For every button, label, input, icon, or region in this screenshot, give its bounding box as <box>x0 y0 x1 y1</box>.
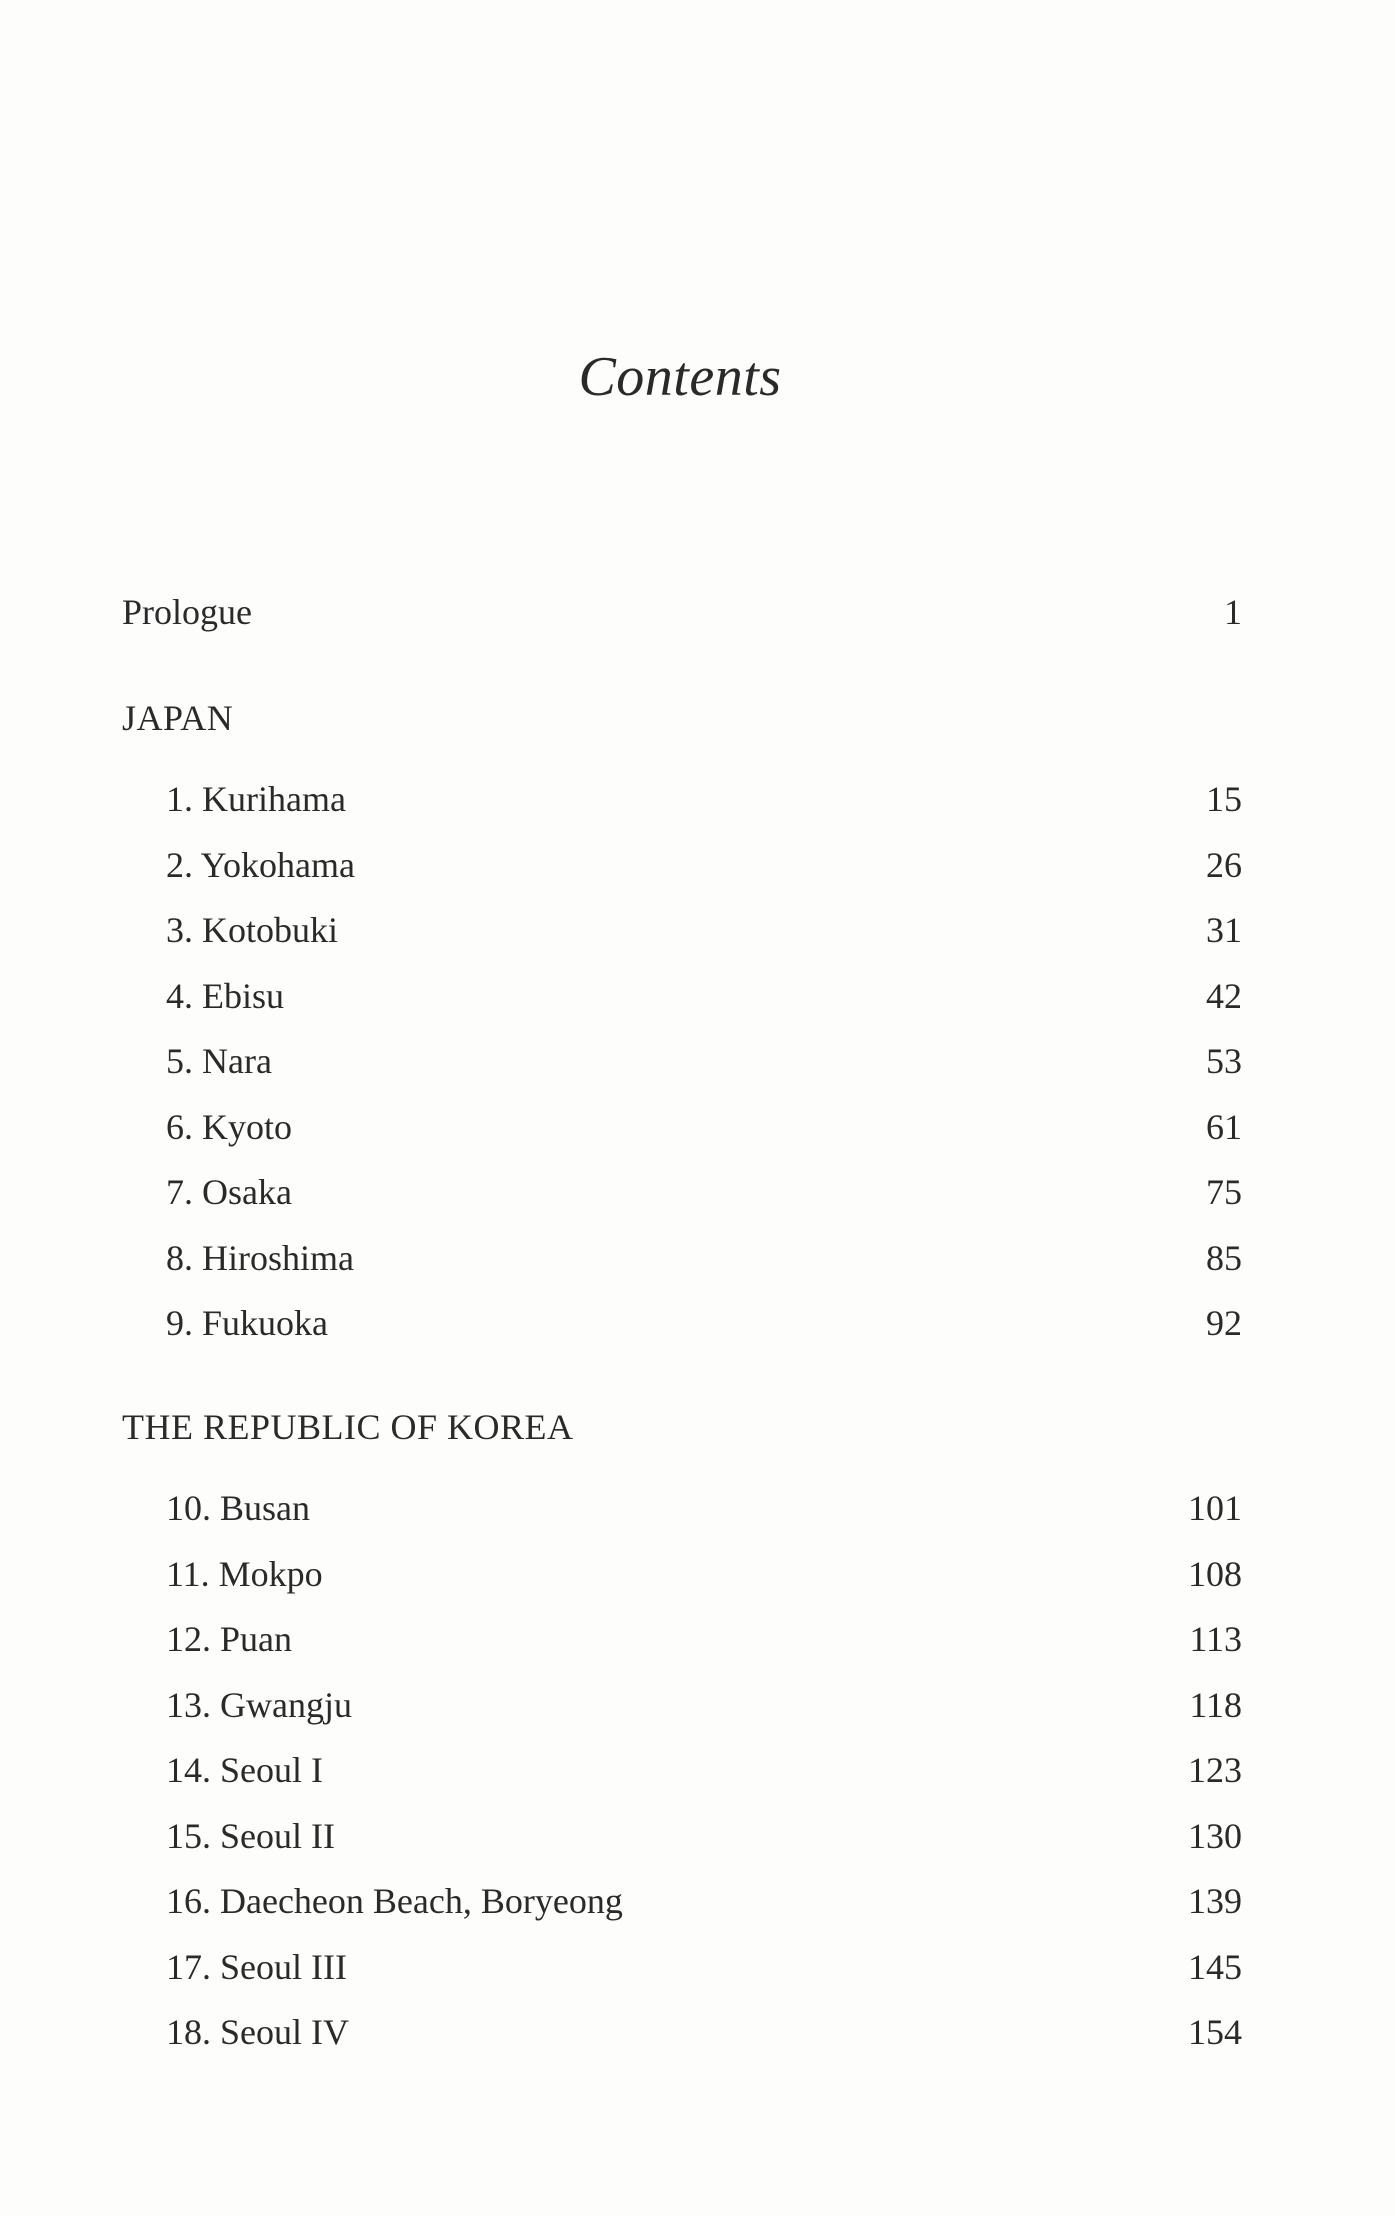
toc-entry-label: 17. Seoul III <box>166 1946 347 1987</box>
toc-entry-label: 12. Puan <box>166 1619 292 1659</box>
toc-entry-page: 75 <box>1206 1172 1242 1212</box>
toc-entry-page: 123 <box>1188 1750 1242 1790</box>
toc-row <box>122 1542 1242 1608</box>
toc-entry-label: 16. Daecheon Beach, Boryeong <box>166 1881 623 1921</box>
toc-entry-label: 3. Kotobuki <box>166 910 339 950</box>
toc-entry-label: 8. Hiroshima <box>166 1237 354 1278</box>
toc-entry-page: 1 <box>1224 592 1242 632</box>
toc-entry-page: 26 <box>1206 844 1242 885</box>
toc-entry-page: 118 <box>1189 1684 1242 1725</box>
toc-entry-page: 42 <box>1206 975 1242 1016</box>
page-title: Contents <box>578 346 782 408</box>
toc-row <box>122 2000 1242 2066</box>
toc-entry-page: 130 <box>1188 1815 1242 1856</box>
toc-row-prologue <box>122 580 1242 646</box>
toc-row <box>122 1476 1242 1542</box>
toc-entry-page: 92 <box>1206 1303 1242 1343</box>
toc-entry-page: 61 <box>1206 1106 1242 1147</box>
toc-entry-page: 139 <box>1188 1881 1242 1921</box>
toc-entry-label: 15. Seoul II <box>166 1815 335 1856</box>
table-of-contents <box>122 580 1242 2066</box>
toc-entry-label: 9. Fukuoka <box>166 1303 328 1343</box>
toc-entry-page: 101 <box>1188 1488 1242 1528</box>
toc-row <box>122 898 1242 964</box>
toc-entry-label: 10. Busan <box>166 1488 310 1528</box>
toc-row <box>122 1160 1242 1226</box>
toc-row <box>122 964 1242 1030</box>
toc-entry-page: 85 <box>1206 1237 1242 1278</box>
toc-row <box>122 1804 1242 1870</box>
toc-row <box>122 1673 1242 1739</box>
toc-entry-label: 11. Mokpo <box>166 1553 323 1594</box>
toc-entry-label: 1. Kurihama <box>166 779 346 819</box>
toc-entry-label: 14. Seoul I <box>166 1750 323 1790</box>
toc-entry-label: 5. Nara <box>166 1041 272 1081</box>
toc-entry-label: 18. Seoul IV <box>166 2012 349 2052</box>
toc-entry-page: 154 <box>1188 2012 1242 2052</box>
toc-row <box>122 1738 1242 1804</box>
toc-entry-label: 4. Ebisu <box>166 975 285 1016</box>
toc-row <box>122 833 1242 899</box>
toc-row <box>122 1869 1242 1935</box>
toc-entry-label: 13. Gwangju <box>166 1684 352 1725</box>
toc-row <box>122 1935 1242 2001</box>
toc-row <box>122 1226 1242 1292</box>
toc-entry-page: 53 <box>1206 1041 1242 1081</box>
toc-entry-label: Prologue <box>122 592 252 632</box>
section-heading-japan: JAPAN <box>122 697 234 738</box>
toc-row <box>122 1607 1242 1673</box>
toc-entry-label: 6. Kyoto <box>166 1106 292 1147</box>
toc-entry-page: 15 <box>1206 779 1242 819</box>
toc-entry-page: 31 <box>1206 910 1242 950</box>
toc-entry-label: 7. Osaka <box>166 1172 292 1212</box>
toc-row <box>122 1291 1242 1357</box>
toc-entry-page: 113 <box>1189 1619 1242 1659</box>
toc-row <box>122 1029 1242 1095</box>
toc-row <box>122 767 1242 833</box>
toc-entry-label: 2. Yokohama <box>166 844 356 885</box>
toc-entry-page: 145 <box>1188 1946 1242 1987</box>
toc-row <box>122 1095 1242 1161</box>
toc-entry-page: 108 <box>1188 1553 1242 1594</box>
section-heading-korea: THE REPUBLIC OF KOREA <box>122 1406 574 1447</box>
